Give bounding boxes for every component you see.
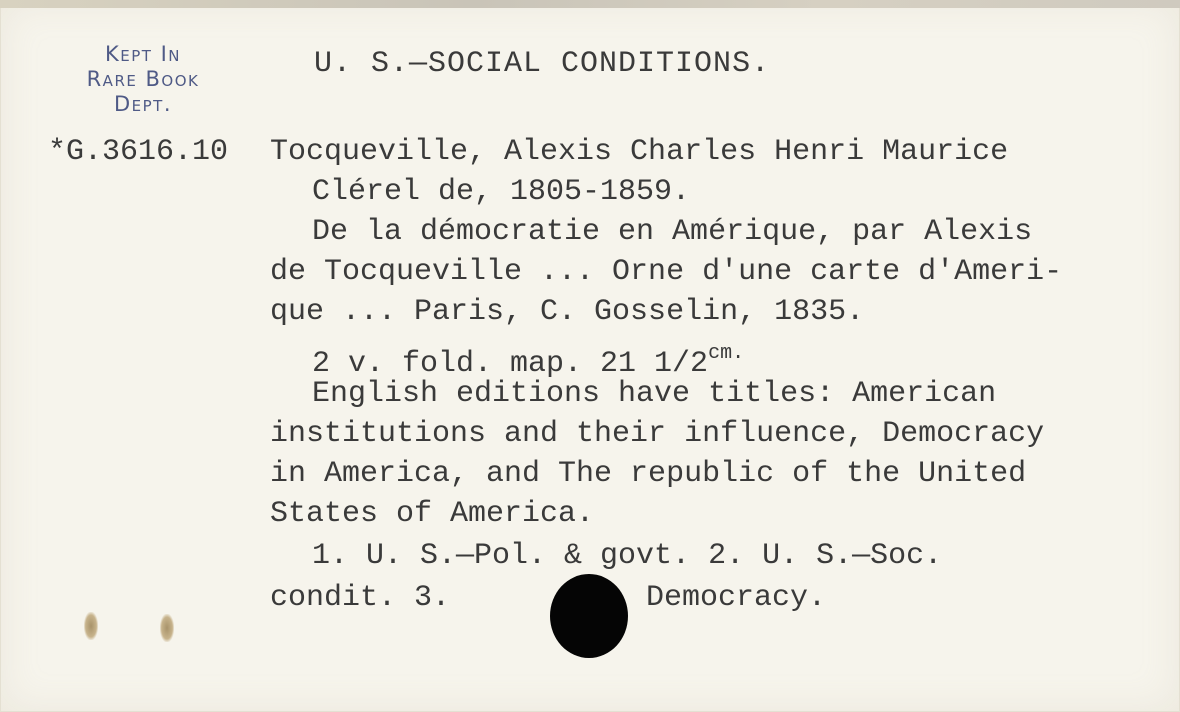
collation-text: 2 v. fold. map. 21 1/2: [312, 347, 709, 381]
entry-line-3: De la démocratie en Amérique, par Alexis: [312, 215, 1033, 249]
entry-line-10: States of America.: [270, 497, 595, 531]
ink-smudge: [84, 612, 98, 640]
entry-line-9: in America, and The republic of the United: [270, 457, 1027, 491]
entry-line-12b: Democracy.: [646, 581, 827, 615]
subject-heading: U. S.—SOCIAL CONDITIONS.: [314, 47, 771, 81]
stamp-line-2: Rare Book: [86, 67, 200, 91]
entry-line-1: Tocqueville, Alexis Charles Henri Maurice: [270, 135, 1009, 169]
entry-line-4: de Tocqueville ... Orne d'une carte d'Ameri-: [270, 255, 1063, 289]
entry-line-12a: condit. 3.: [270, 581, 451, 615]
entry-line-5: que ... Paris, C. Gosselin, 1835.: [270, 295, 865, 329]
entry-line-8: institutions and their influence, Democracy: [270, 417, 1045, 451]
call-number: *G.3616.10: [48, 135, 229, 169]
ink-smudge: [160, 614, 174, 642]
card-top-edge: [0, 0, 1180, 8]
entry-line-11: 1. U. S.—Pol. & govt. 2. U. S.—Soc.: [312, 539, 943, 573]
collation-unit: cm.: [708, 342, 745, 365]
entry-line-7: English editions have titles: American: [312, 377, 997, 411]
punch-hole: [550, 574, 628, 658]
entry-line-2: Clérel de, 1805-1859.: [312, 175, 691, 209]
rare-book-stamp: [48, 42, 238, 117]
stamp-line-3: Dept.: [113, 92, 173, 116]
stamp-line-1: Kept In: [104, 42, 182, 66]
